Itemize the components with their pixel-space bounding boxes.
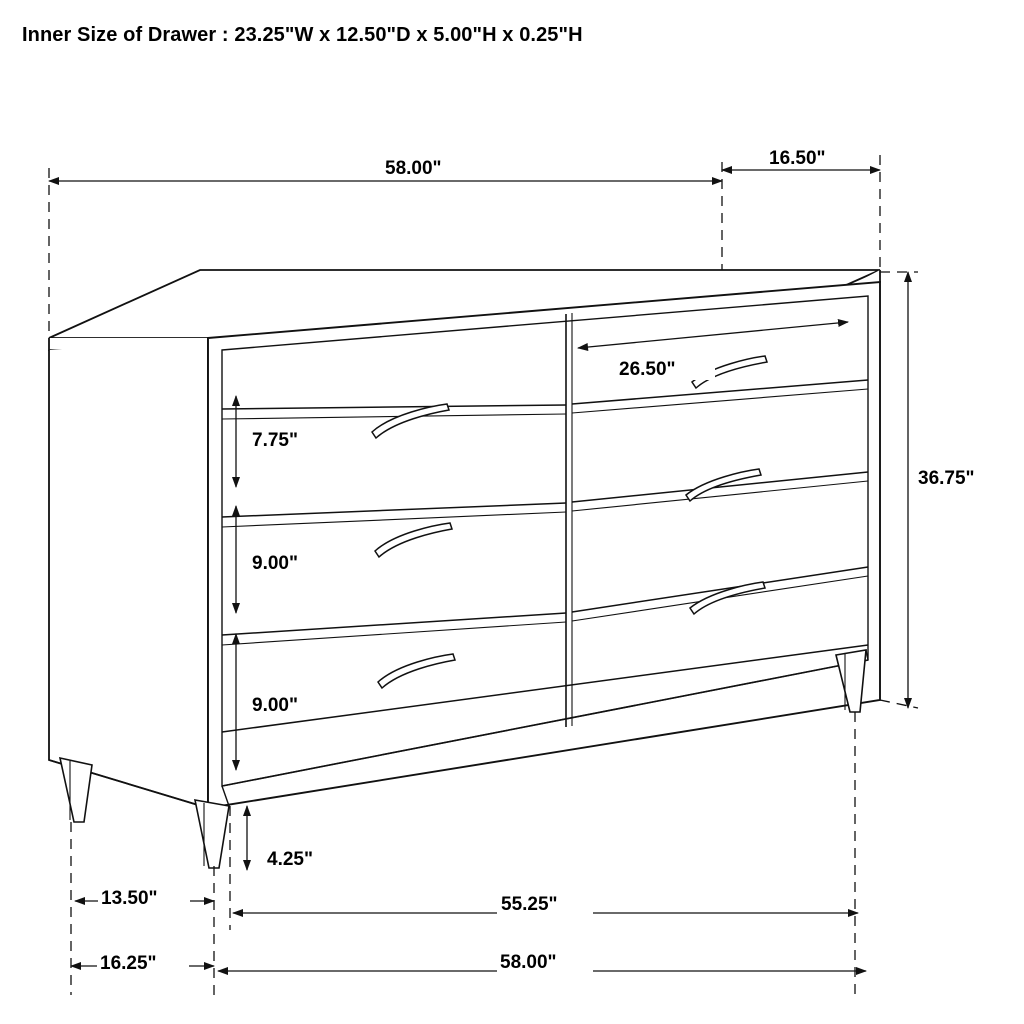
dim-label-drawer-width: 26.50" — [619, 359, 676, 380]
dim-label-leg-height: 4.25" — [267, 849, 313, 870]
dim-label-base-width-outer: 58.00" — [500, 952, 557, 973]
dim-label-top-width: 58.00" — [385, 158, 442, 179]
dim-label-overall-height: 36.75" — [918, 468, 975, 489]
dim-label-side-depth-lower: 13.50" — [101, 888, 158, 909]
dim-label-drawer-h-middle: 9.00" — [252, 553, 298, 574]
dim-label-top-depth: 16.50" — [769, 148, 826, 169]
page-title: Inner Size of Drawer : 23.25"W x 12.50"D x 5.00"H x 0.25"H — [22, 24, 583, 46]
dim-label-drawer-h-bottom: 9.00" — [252, 695, 298, 716]
dim-label-base-depth: 16.25" — [100, 953, 157, 974]
ext-line-right-lower — [880, 700, 918, 708]
dim-label-drawer-h-top: 7.75" — [252, 430, 298, 451]
dim-label-base-width-inner: 55.25" — [501, 894, 558, 915]
dresser-body — [49, 268, 880, 868]
